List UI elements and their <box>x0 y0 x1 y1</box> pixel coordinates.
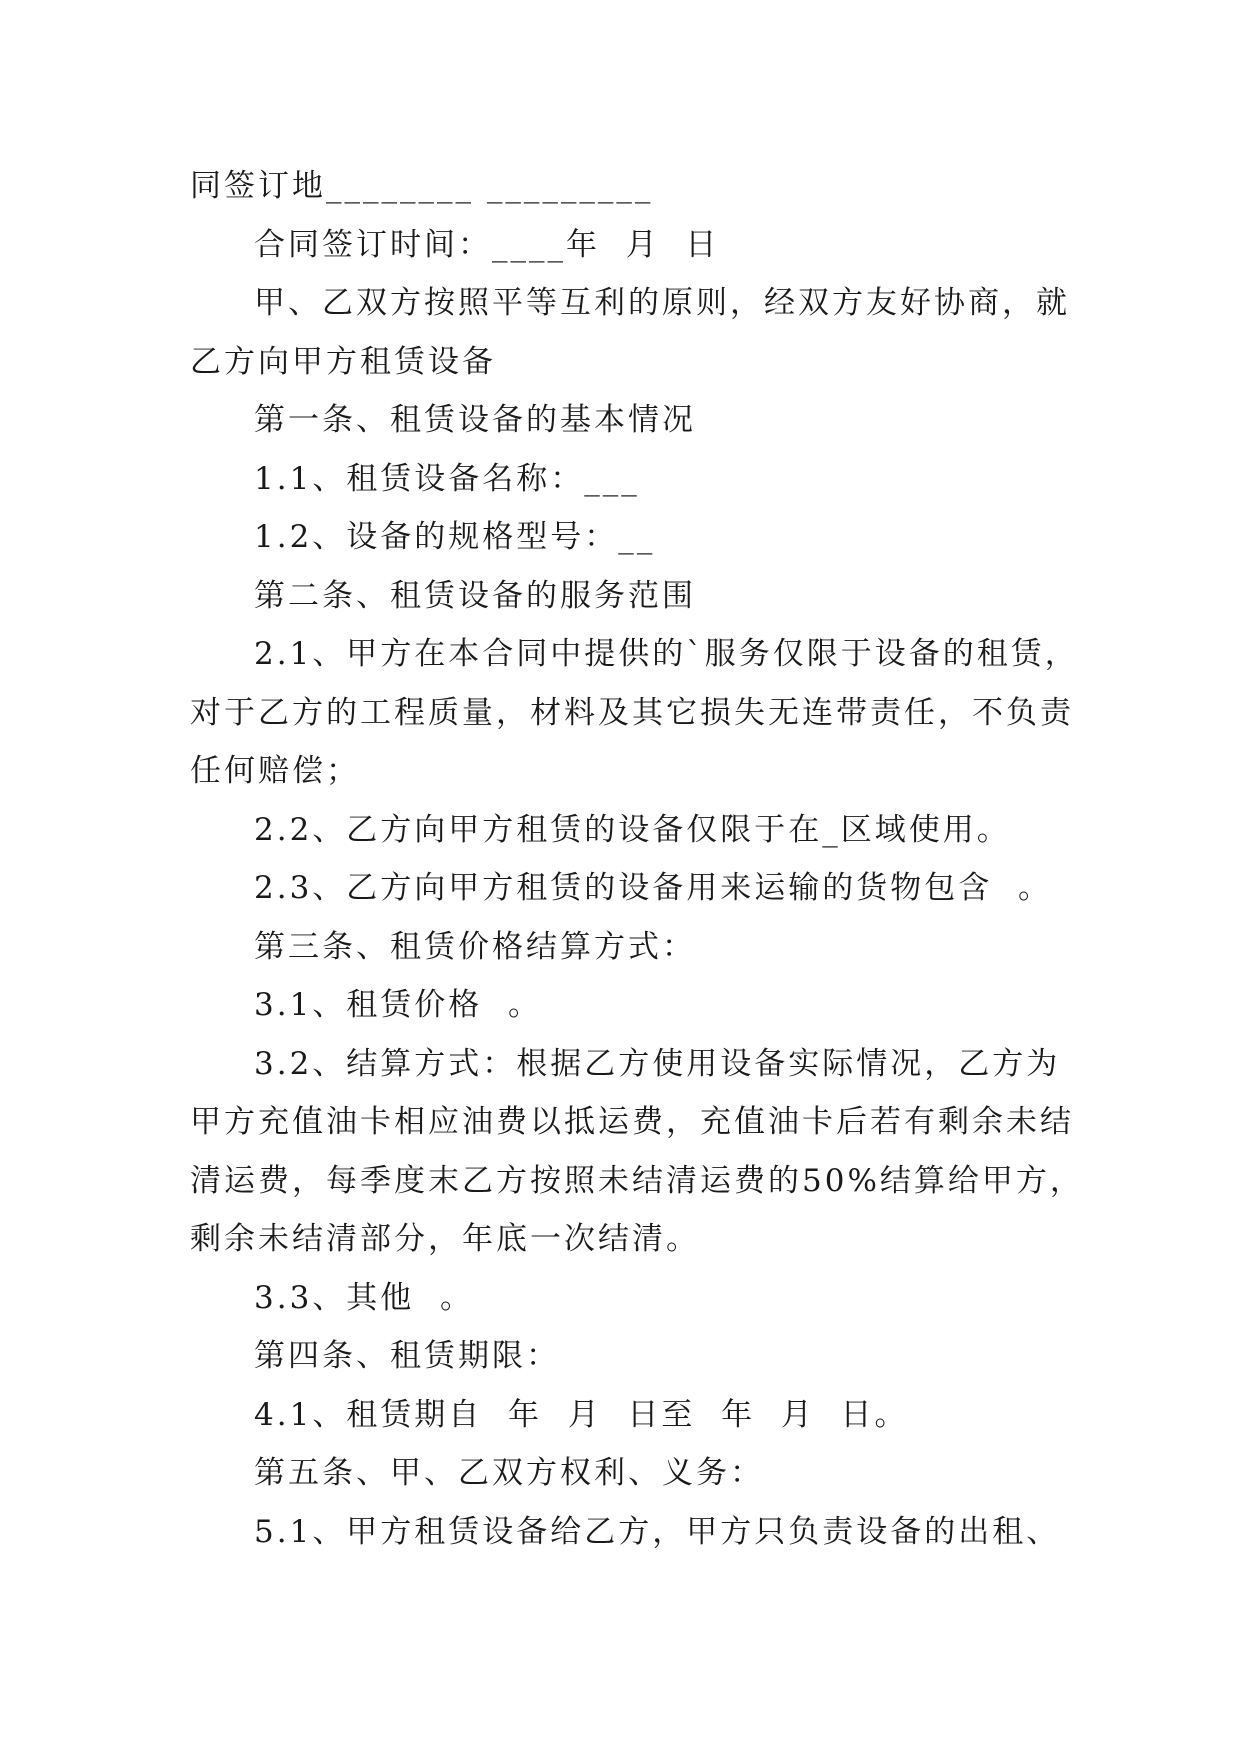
document-body <box>190 157 1084 1561</box>
clause-5-1: 5.1、甲方租赁设备给乙方，甲方只负责设备的出租、 <box>254 1513 1061 1550</box>
preamble-line-1: 甲、乙双方按照平等互利的原则，经双方友好协商，就 <box>254 285 1070 321</box>
clause-2-1-line-3: 任何赔偿； <box>190 753 360 789</box>
clause-3-1: 3.1、租赁价格 。 <box>254 987 543 1023</box>
clause-2-1-line-2: 对于乙方的工程质量，材料及其它损失无连带责任，不负责 <box>190 694 1074 731</box>
preamble-line-2: 乙方向甲方租赁设备 <box>190 343 496 380</box>
article-3-heading: 第三条、租赁价格结算方式： <box>254 928 696 965</box>
clause-2-2: 2.2、乙方向甲方租赁的设备仅限于在_区域使用。 <box>254 811 1011 848</box>
clause-1-2: 1.2、设备的规格型号：__ <box>254 519 656 555</box>
article-1-heading: 第一条、租赁设备的基本情况 <box>254 402 696 438</box>
contract-date-line: 合同签订时间：____年 月 日 <box>254 226 720 263</box>
clause-3-2-line-4: 剩余未结清部分，年底一次结清。 <box>190 1221 700 1257</box>
clause-3-2-line-1: 3.2、结算方式：根据乙方使用设备实际情况，乙方为 <box>254 1045 1061 1082</box>
clause-4-1: 4.1、租赁期自 年 月 日至 年 月 日。 <box>254 1396 909 1433</box>
clause-3-2-line-2: 甲方充值油卡相应油费以抵运费，充值油卡后若有剩余未结 <box>190 1104 1074 1140</box>
clause-3-3: 3.3、其他 。 <box>254 1279 475 1316</box>
article-5-heading: 第五条、甲、乙双方权利、义务： <box>254 1455 764 1491</box>
clause-2-3: 2.3、乙方向甲方租赁的设备用来运输的货物包含 。 <box>254 870 1053 906</box>
article-2-heading: 第二条、租赁设备的服务范围 <box>254 577 696 614</box>
article-4-heading: 第四条、租赁期限： <box>254 1338 560 1374</box>
contract-place-line: 同签订地________ _________ <box>190 168 654 204</box>
clause-2-1-line-1: 2.1、甲方在本合同中提供的`服务仅限于设备的租赁， <box>254 636 1079 672</box>
clause-3-2-line-3: 清运费，每季度末乙方按照未结清运费的50%结算给甲方， <box>190 1162 1084 1199</box>
clause-1-1: 1.1、租赁设备名称：___ <box>254 460 640 497</box>
